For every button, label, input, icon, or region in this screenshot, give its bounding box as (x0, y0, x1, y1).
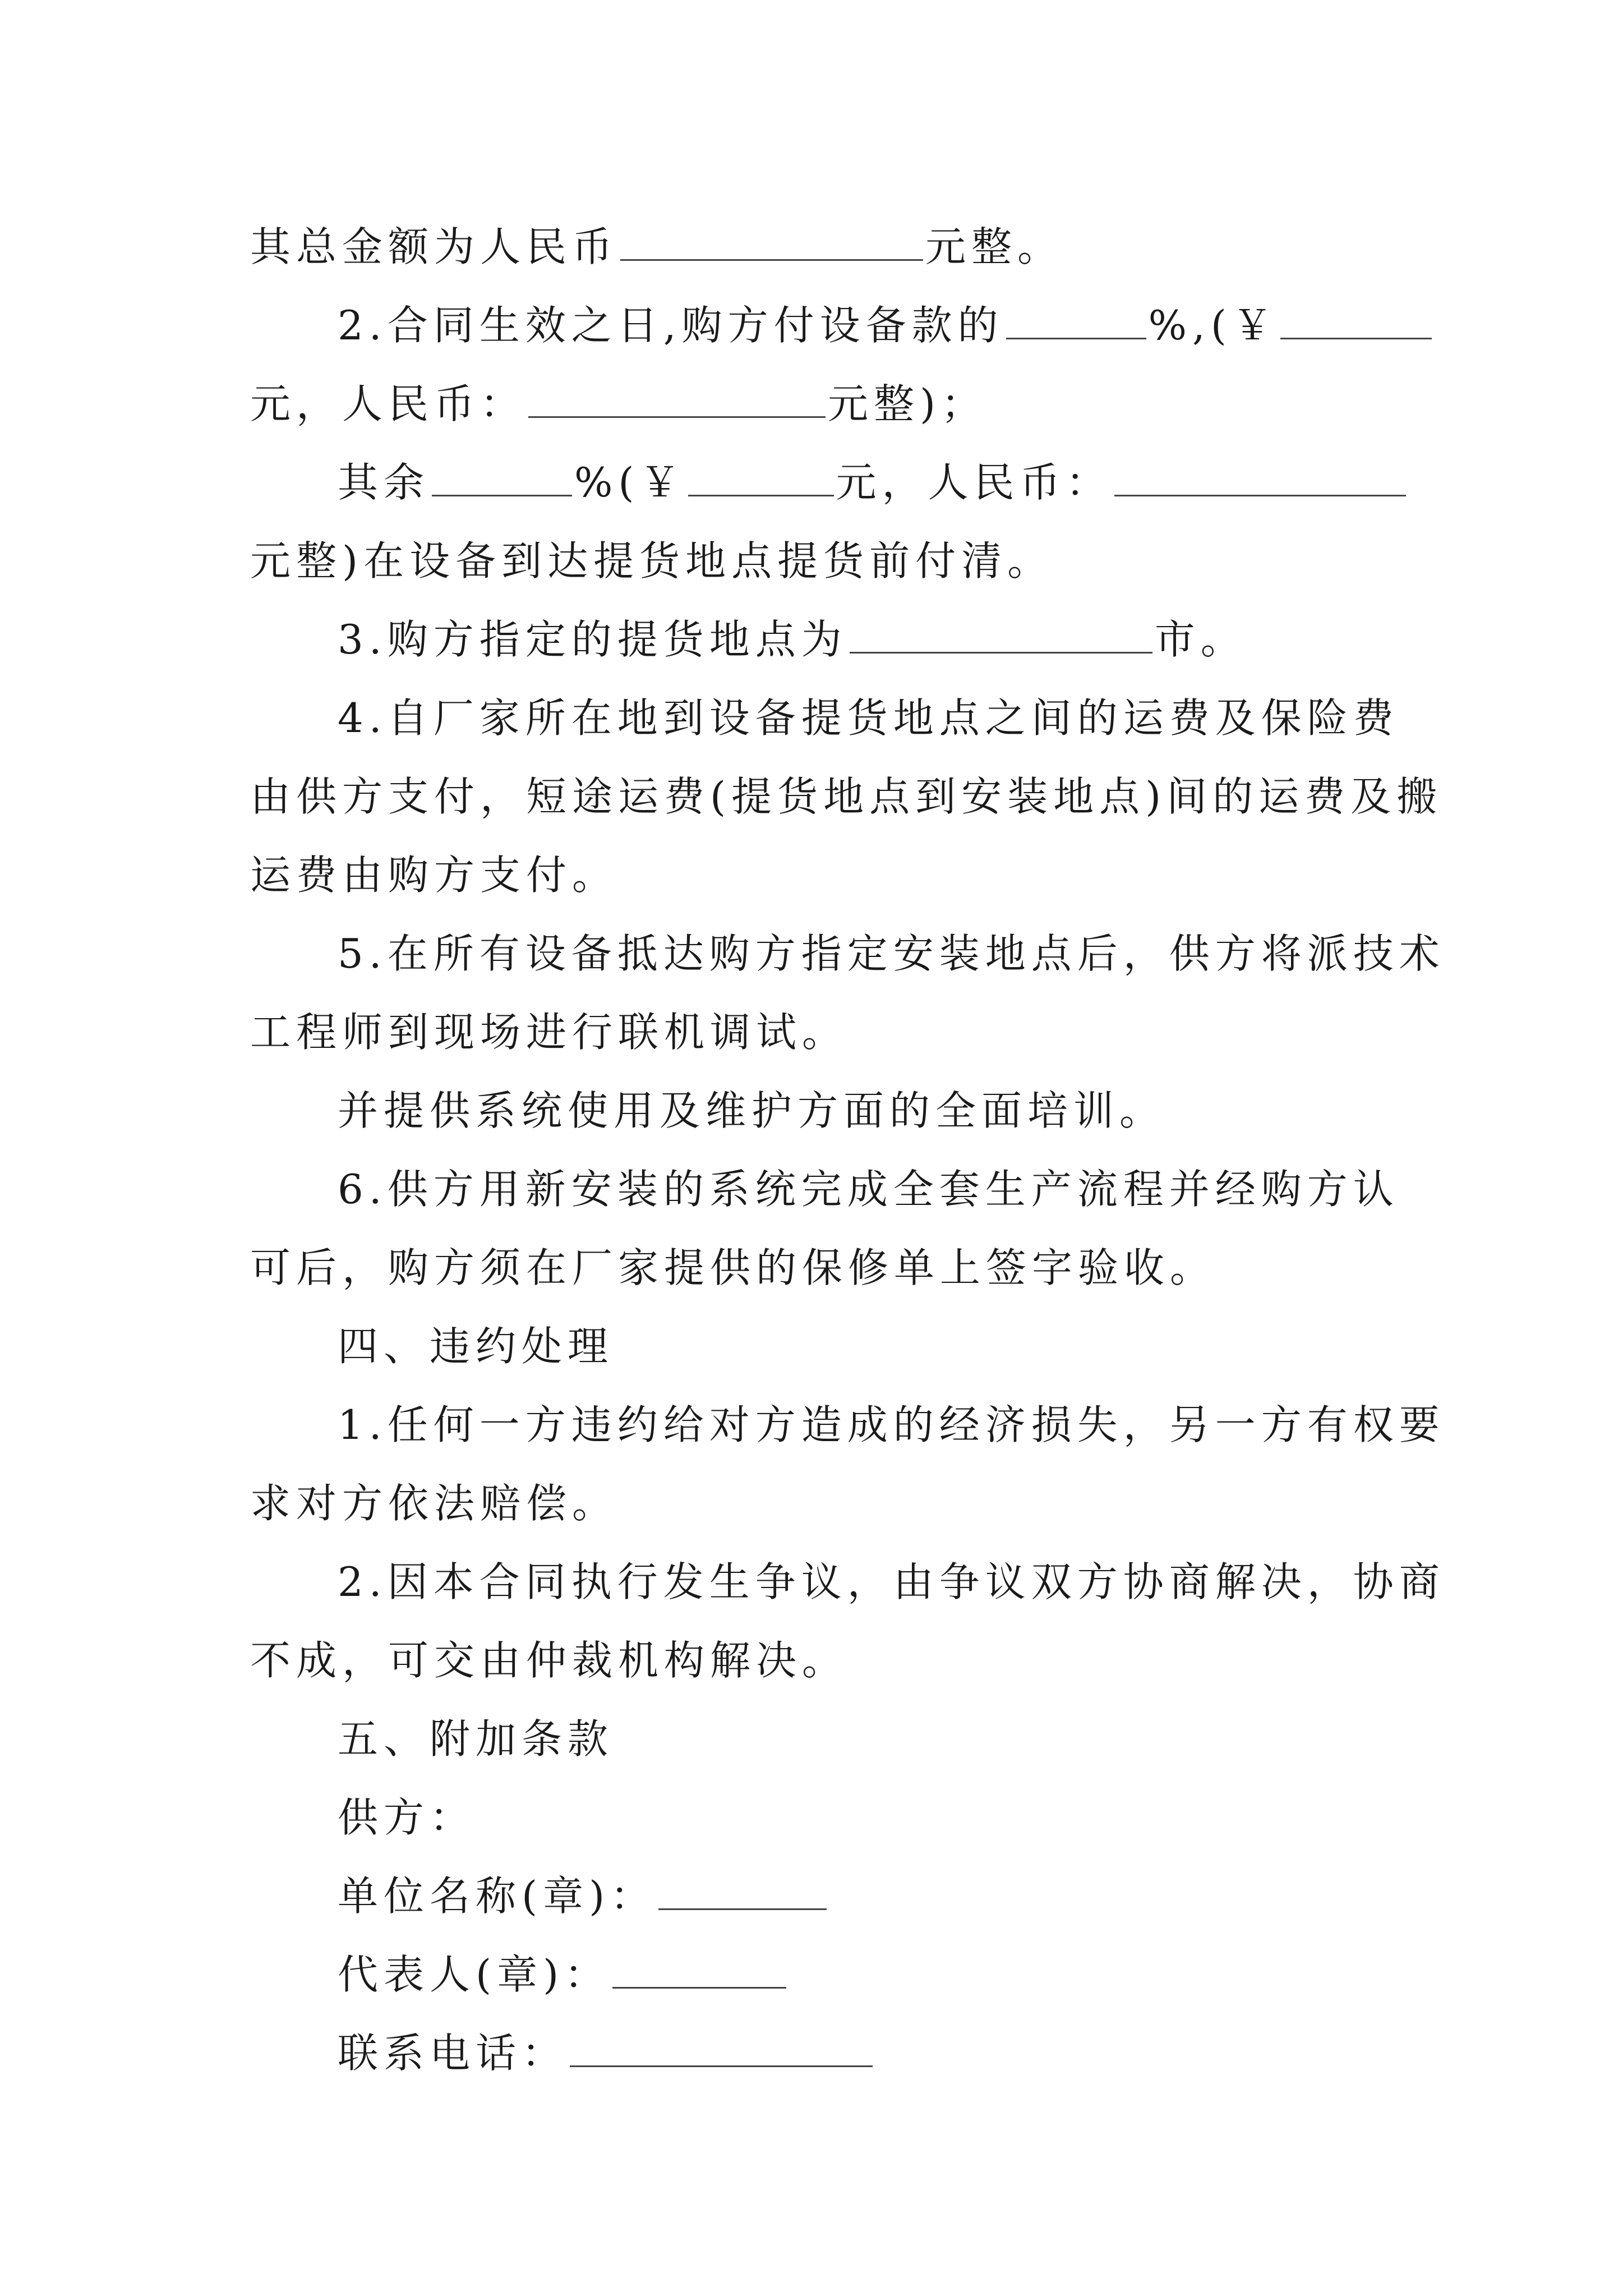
signature-field (338, 1935, 1470, 2014)
text-line (338, 1071, 1470, 1150)
section-heading (338, 1307, 1470, 1386)
text-line (250, 1621, 1383, 1700)
text-run: 1.任何一方违约给对方造成的经济损失，另一方有权要 (338, 1401, 1445, 1448)
text-run: 供方： (338, 1794, 476, 1841)
text-run: 求对方依法赔偿。 (250, 1480, 619, 1527)
text-run: 由供方支付，短途运费(提货地点到安装地点)间的运费及搬 (250, 773, 1443, 820)
text-run: 运费由购方支付。 (250, 852, 619, 899)
text-run: 元整)； (828, 380, 988, 427)
text-run: 不成，可交由仲裁机构解决。 (250, 1637, 849, 1684)
text-line (338, 286, 1470, 365)
text-run: 工程师到现场进行联机调试。 (250, 1009, 849, 1056)
text-line (250, 1464, 1383, 1543)
text-run: 2.合同生效之日,购方付设备款的 (338, 302, 1004, 349)
text-run: 并提供系统使用及维护方面的全面培训。 (338, 1087, 1166, 1134)
fill-blank[interactable] (850, 617, 1152, 654)
fill-blank[interactable] (688, 460, 834, 496)
text-run: 其余 (338, 459, 430, 506)
text-run: 3.购方指定的提货地点为 (338, 616, 847, 663)
text-run: 5.在所有设备抵达购方指定安装地点后，供方将派技术 (338, 930, 1445, 977)
text-line (338, 443, 1470, 522)
fill-blank[interactable] (528, 381, 826, 418)
text-line (250, 522, 1383, 600)
fill-blank[interactable] (432, 460, 572, 496)
fill-blank[interactable] (1114, 460, 1406, 496)
field-label: 单位名称(章)： (338, 1872, 657, 1920)
text-line (250, 993, 1383, 1071)
text-run: 市。 (1154, 616, 1247, 663)
text-run: 其总金额为人民币 (250, 223, 619, 270)
text-run: 四、违约处理 (338, 1323, 614, 1370)
fill-blank[interactable] (570, 2031, 873, 2067)
text-line (250, 757, 1443, 836)
section-heading (338, 1700, 1470, 1778)
text-run: 元，人民币： (250, 380, 527, 427)
text-run: 2.因本合同执行发生争议，由争议双方协商解决，协商 (338, 1558, 1445, 1605)
text-run: %(￥ (574, 459, 686, 506)
text-run: 4.自厂家所在地到设备提货地点之间的运费及保险费 (338, 694, 1399, 742)
field-label: 代表人(章)： (338, 1951, 611, 1998)
signature-field (338, 2014, 1470, 2092)
text-run: %,(￥ (1148, 302, 1278, 349)
text-run: 元整。 (925, 223, 1064, 270)
fill-blank[interactable] (612, 1952, 786, 1989)
field-label: 联系电话： (338, 2030, 568, 2077)
signature-field (338, 1857, 1470, 1935)
text-line (338, 1778, 1470, 1857)
fill-blank[interactable] (658, 1874, 827, 1910)
fill-blank[interactable] (1006, 303, 1146, 339)
text-run: 元整)在设备到达提货地点提货前付清。 (250, 537, 1054, 585)
text-line (338, 600, 1470, 679)
text-line (250, 836, 1383, 914)
text-line (338, 1543, 1470, 1621)
text-run: 元，人民币： (836, 459, 1112, 506)
text-line (338, 1386, 1470, 1464)
fill-blank[interactable] (1280, 303, 1432, 339)
text-line (338, 914, 1470, 993)
text-run: 可后，购方须在厂家提供的保修单上签字验收。 (250, 1244, 1216, 1291)
text-run: 6.供方用新安装的系统完成全套生产流程并经购方认 (338, 1166, 1399, 1213)
text-line (338, 679, 1470, 757)
text-line (250, 365, 1383, 443)
text-run: 五、附加条款 (338, 1715, 614, 1763)
fill-blank[interactable] (620, 224, 923, 261)
text-line (338, 1150, 1470, 1228)
text-line (250, 1228, 1383, 1307)
text-line (250, 208, 1383, 286)
